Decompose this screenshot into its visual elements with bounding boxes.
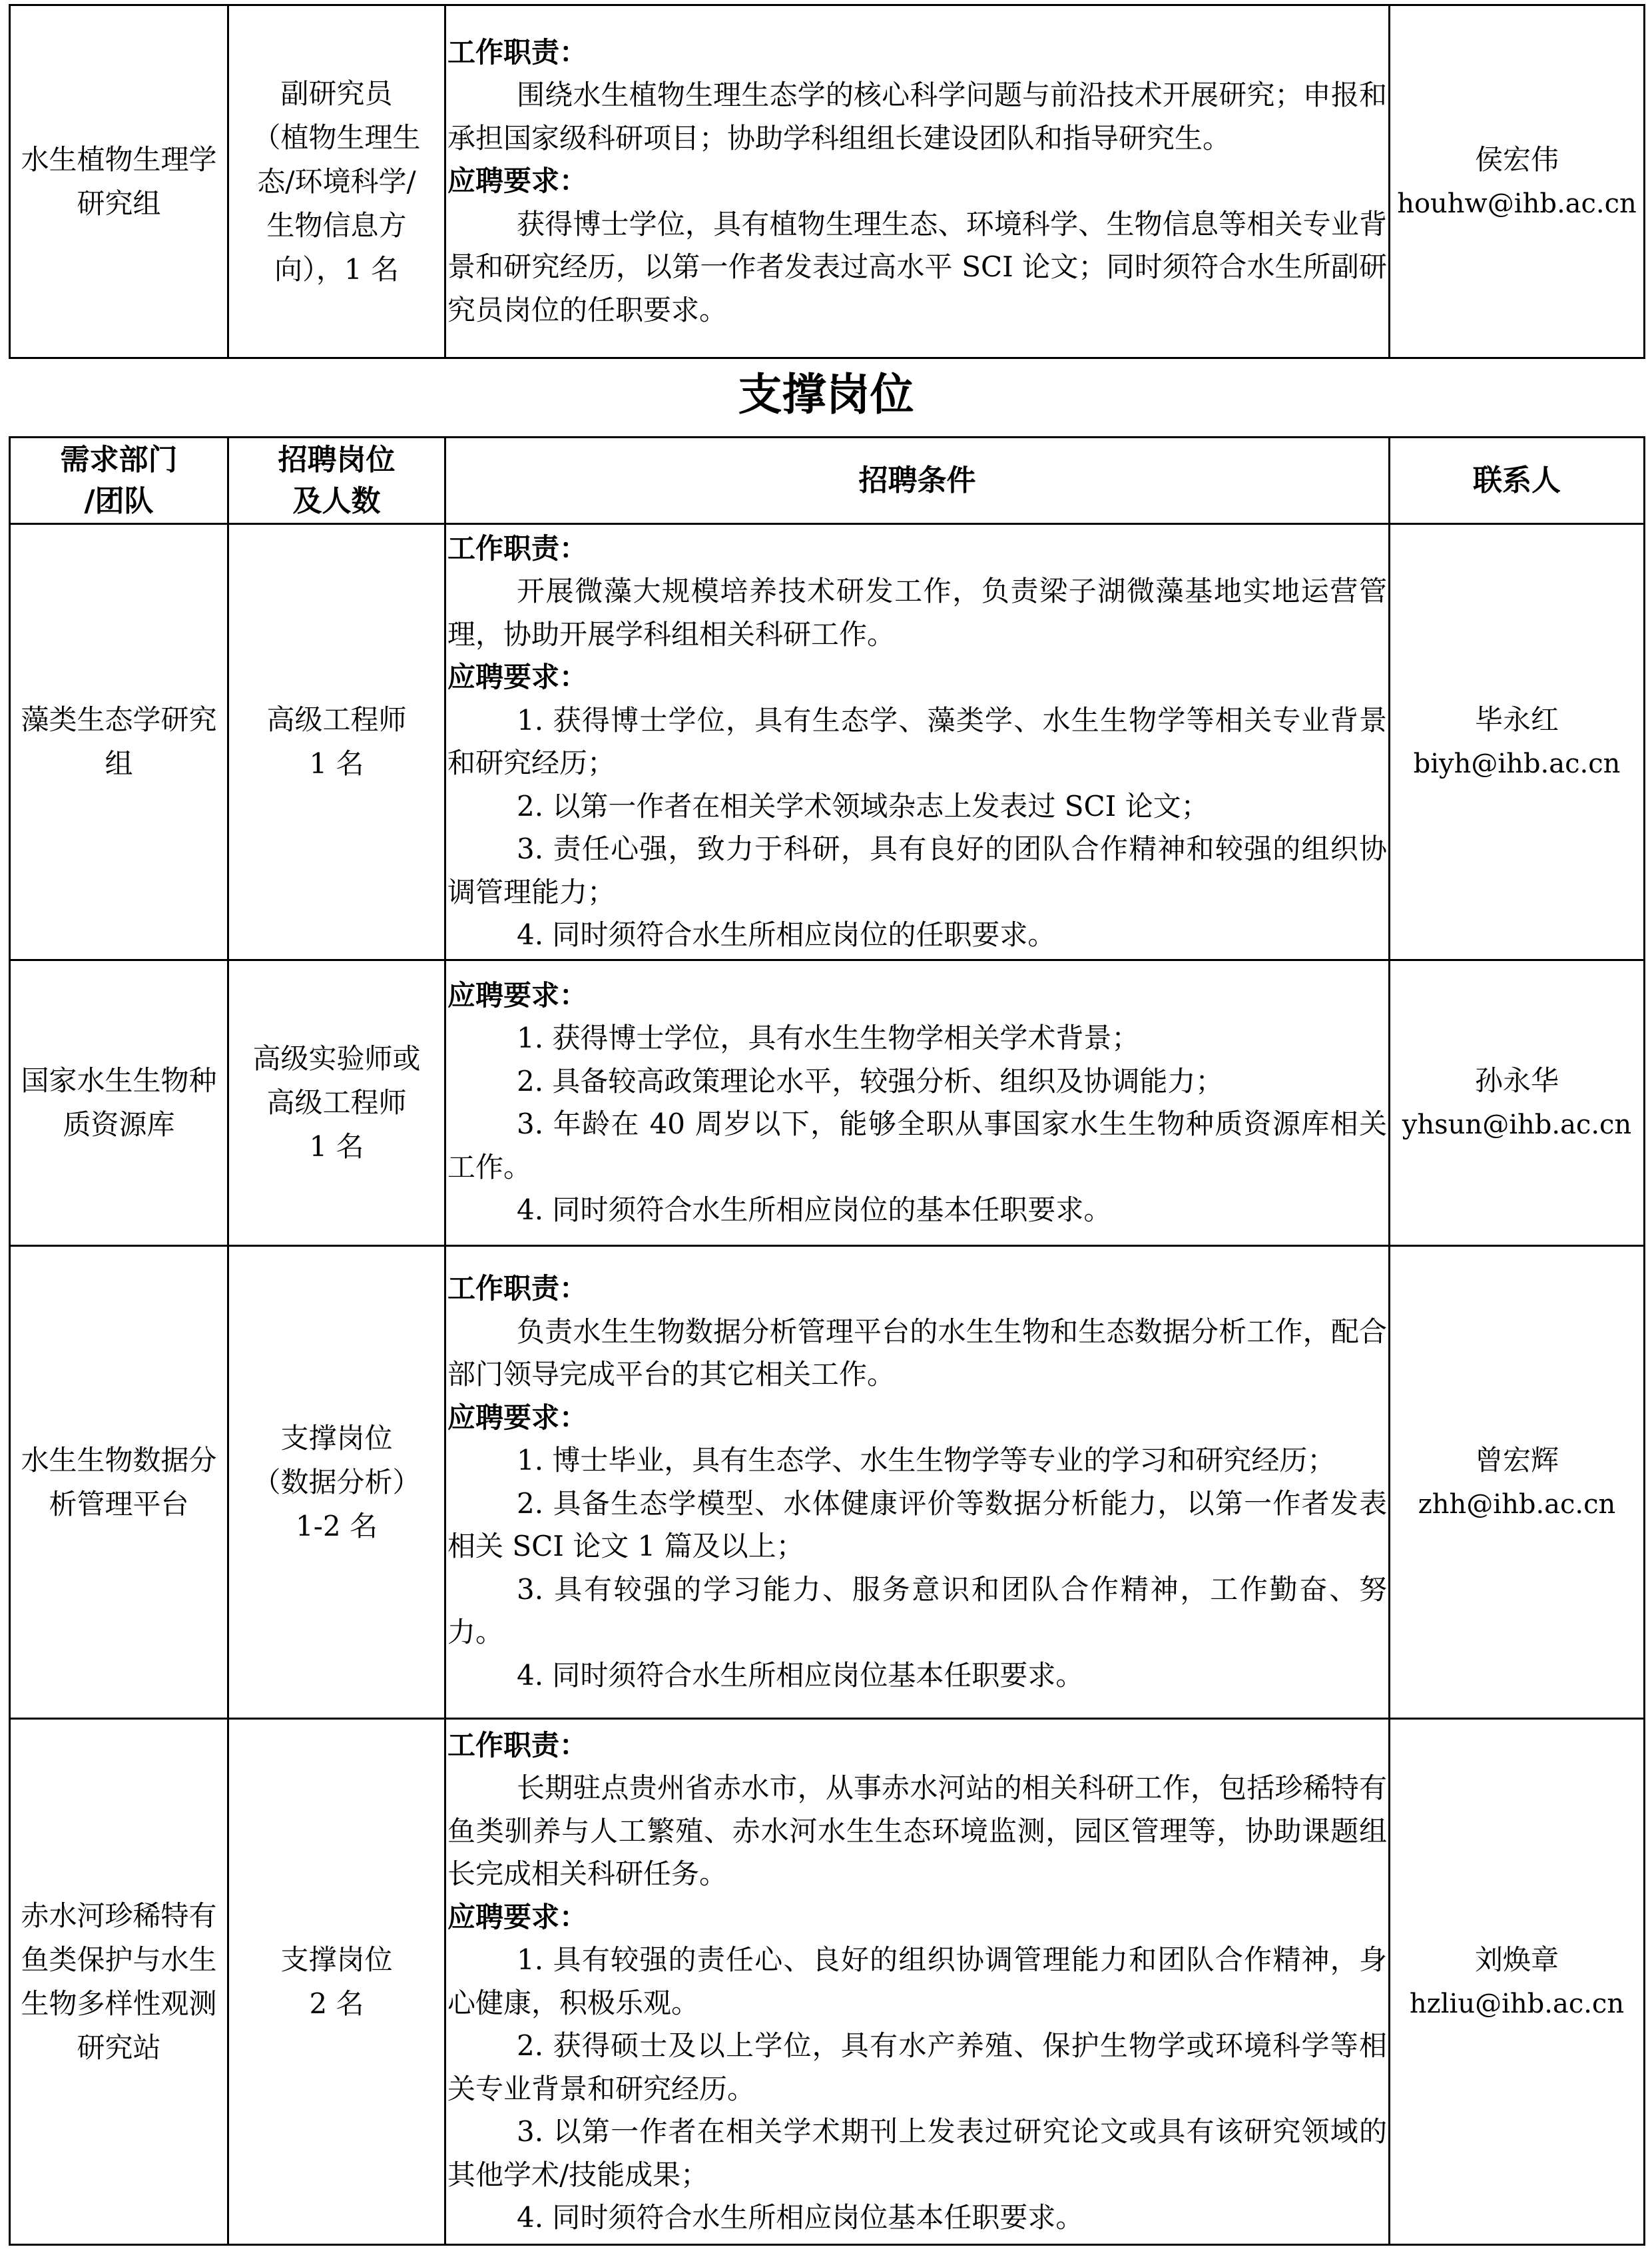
contact-email[interactable]: biyh@ihb.ac.cn [1413, 749, 1621, 779]
requirements-label: 应聘要求： [447, 164, 588, 198]
requirement-item: 1. 获得博士学位，具有生态学、藻类学、水生生物学等相关专业背景和研究经历； [447, 703, 1387, 779]
requirement-item: 1. 博士毕业，具有生态学、水生生物学等专业的学习和研究经历； [517, 1444, 1336, 1476]
position-title: 高级工程师 [266, 703, 407, 736]
contact-email[interactable]: hzliu@ihb.ac.cn [1409, 1988, 1625, 2019]
contact-cell [1390, 1719, 1645, 2245]
requirement-item: 1. 具有较强的责任心、良好的组织协调管理能力和团队合作精神，身心健康，积极乐观。 [447, 1943, 1387, 2019]
header-conditions: 招聘条件 [445, 438, 1390, 524]
dept-cell: 藻类生态学研究组 [10, 524, 228, 960]
requirement-item: 3. 年龄在 40 周岁以下，能够全职从事国家水生生物种质资源库相关工作。 [447, 1108, 1387, 1183]
contact-email[interactable]: zhh@ihb.ac.cn [1418, 1488, 1616, 1520]
contact-name: 毕永红 [1474, 703, 1559, 736]
position-count: 1-2 名 [296, 1509, 378, 1542]
header-row [10, 438, 1645, 524]
requirement-item: 3. 以第一作者在相关学术期刊上发表过研究论文或具有该研究领域的其他学术/技能成果； [447, 2115, 1387, 2191]
position-count: 2 名 [309, 1987, 364, 2020]
position-count: 1 名 [309, 747, 364, 780]
position-cell [228, 1246, 445, 1719]
requirements-text: 获得博士学位，具有植物生理生态、环境科学、生物信息等相关专业背景和研究经历，以第一作者发表过高水平 SCI 论文；同时须符合水生所副研究员岗位的任职要求。 [447, 207, 1387, 326]
contact-cell [1390, 1246, 1645, 1719]
header-position [228, 438, 445, 524]
contact-cell [1390, 960, 1645, 1246]
duty-label: 工作职责： [447, 531, 588, 565]
conditions-cell [445, 524, 1390, 960]
requirement-item: 4. 同时须符合水生所相应岗位基本任职要求。 [517, 2201, 1084, 2234]
requirements-label: 应聘要求： [447, 1900, 588, 1933]
requirement-item: 4. 同时须符合水生所相应岗位的任职要求。 [517, 918, 1056, 951]
dept-cell: 赤水河珍稀特有鱼类保护与水生生物多样性观测研究站 [10, 1719, 228, 2245]
position-title: 高级实验师或 [252, 1042, 421, 1075]
requirement-item: 2. 具备较高政策理论水平，较强分析、组织及协调能力； [517, 1064, 1224, 1098]
table-row [10, 524, 1645, 960]
position-cell [228, 960, 445, 1246]
position-cell [228, 1719, 445, 2245]
table-row [10, 5, 1645, 358]
contact-email[interactable]: houhw@ihb.ac.cn [1397, 188, 1637, 219]
contact-name: 侯宏伟 [1474, 143, 1559, 176]
contact-name: 刘焕章 [1474, 1943, 1559, 1976]
duty-label: 工作职责： [447, 1728, 588, 1762]
position-line: （植物生理生 [252, 121, 421, 154]
requirement-item: 3. 责任心强，致力于科研，具有良好的团队合作精神和较强的组织协调管理能力； [447, 832, 1387, 908]
requirement-item: 2. 获得硕士及以上学位，具有水产养殖、保护生物学或环境科学等相关专业背景和研究经历。 [447, 2029, 1387, 2105]
conditions-cell [445, 960, 1390, 1246]
duty-label: 工作职责： [447, 35, 588, 69]
conditions-cell [445, 1246, 1390, 1719]
position-title: 支撑岗位 [280, 1943, 393, 1976]
duty-text: 开展微藻大规模培养技术研发工作，负责梁子湖微藻基地实地运营管理，协助开展学科组相关科研工作。 [447, 575, 1387, 651]
header-dept-line1: 需求部门 [60, 442, 178, 477]
position-line: 向），1 名 [274, 252, 400, 286]
position-cell [228, 5, 445, 358]
requirement-item: 1. 获得博士学位，具有水生生物学相关学术背景； [517, 1022, 1140, 1054]
contact-email[interactable]: yhsun@ihb.ac.cn [1402, 1110, 1632, 1140]
contact-cell [1390, 5, 1645, 358]
position-line: 副研究员 [280, 77, 393, 110]
contact-name: 孙永华 [1474, 1064, 1559, 1097]
conditions-cell [445, 5, 1390, 358]
duty-text: 围绕水生植物生理生态学的核心科学问题与前沿技术开展研究；申报和承担国家级科研项目；协助学科组组长建设团队和指导研究生。 [447, 79, 1387, 155]
requirement-item: 3. 具有较强的学习能力、服务意识和团队合作精神，工作勤奋、努力。 [447, 1572, 1387, 1648]
position-title: 支撑岗位 [280, 1421, 393, 1454]
header-contact: 联系人 [1390, 438, 1645, 524]
header-position-line1: 招聘岗位 [278, 442, 396, 477]
duty-text: 长期驻点贵州省赤水市，从事赤水河站的相关科研工作，包括珍稀特有鱼类驯养与人工繁殖、赤水河水生生态环境监测，园区管理等，协助课题组长完成相关科研任务。 [447, 1772, 1387, 1890]
dept-cell: 水生植物生理学研究组 [10, 5, 228, 358]
position-line: 生物信息方 [266, 208, 407, 242]
duty-text: 负责水生生物数据分析管理平台的水生生物和生态数据分析工作，配合部门领导完成平台的其它相关工作。 [447, 1315, 1387, 1391]
header-dept-line2: /团队 [84, 484, 154, 518]
requirement-item: 4. 同时须符合水生所相应岗位的基本任职要求。 [517, 1193, 1112, 1226]
requirement-item: 2. 具备生态学模型、水体健康评价等数据分析能力，以第一作者发表相关 SCI 论文 1 篇及以上； [447, 1486, 1387, 1562]
requirement-item: 2. 以第一作者在相关学术领域杂志上发表过 SCI 论文； [517, 789, 1209, 822]
dept-cell: 国家水生生物种质资源库 [10, 960, 228, 1246]
table-row [10, 1246, 1645, 1719]
header-position-line2: 及人数 [292, 484, 381, 518]
requirements-label: 应聘要求： [447, 661, 588, 693]
requirements-label: 应聘要求： [447, 978, 588, 1012]
support-positions-table [9, 436, 1645, 2246]
dept-cell: 水生生物数据分析管理平台 [10, 1246, 228, 1719]
section-title: 支撑岗位 [738, 369, 914, 420]
table-row [10, 960, 1645, 1246]
requirement-item: 4. 同时须符合水生所相应岗位基本任职要求。 [517, 1658, 1084, 1692]
position-title: 高级工程师 [266, 1086, 407, 1119]
position-count: 1 名 [309, 1130, 364, 1163]
duty-label: 工作职责： [447, 1272, 588, 1305]
position-line: 态/环境科学/ [257, 164, 416, 198]
contact-cell [1390, 524, 1645, 960]
position-subtitle: （数据分析） [252, 1465, 421, 1498]
conditions-cell [445, 1719, 1390, 2245]
table-row [10, 1719, 1645, 2245]
requirements-label: 应聘要求： [447, 1401, 588, 1434]
header-dept [10, 438, 228, 524]
position-cell [228, 524, 445, 960]
contact-name: 曾宏辉 [1474, 1443, 1559, 1476]
research-positions-table [9, 4, 1645, 359]
